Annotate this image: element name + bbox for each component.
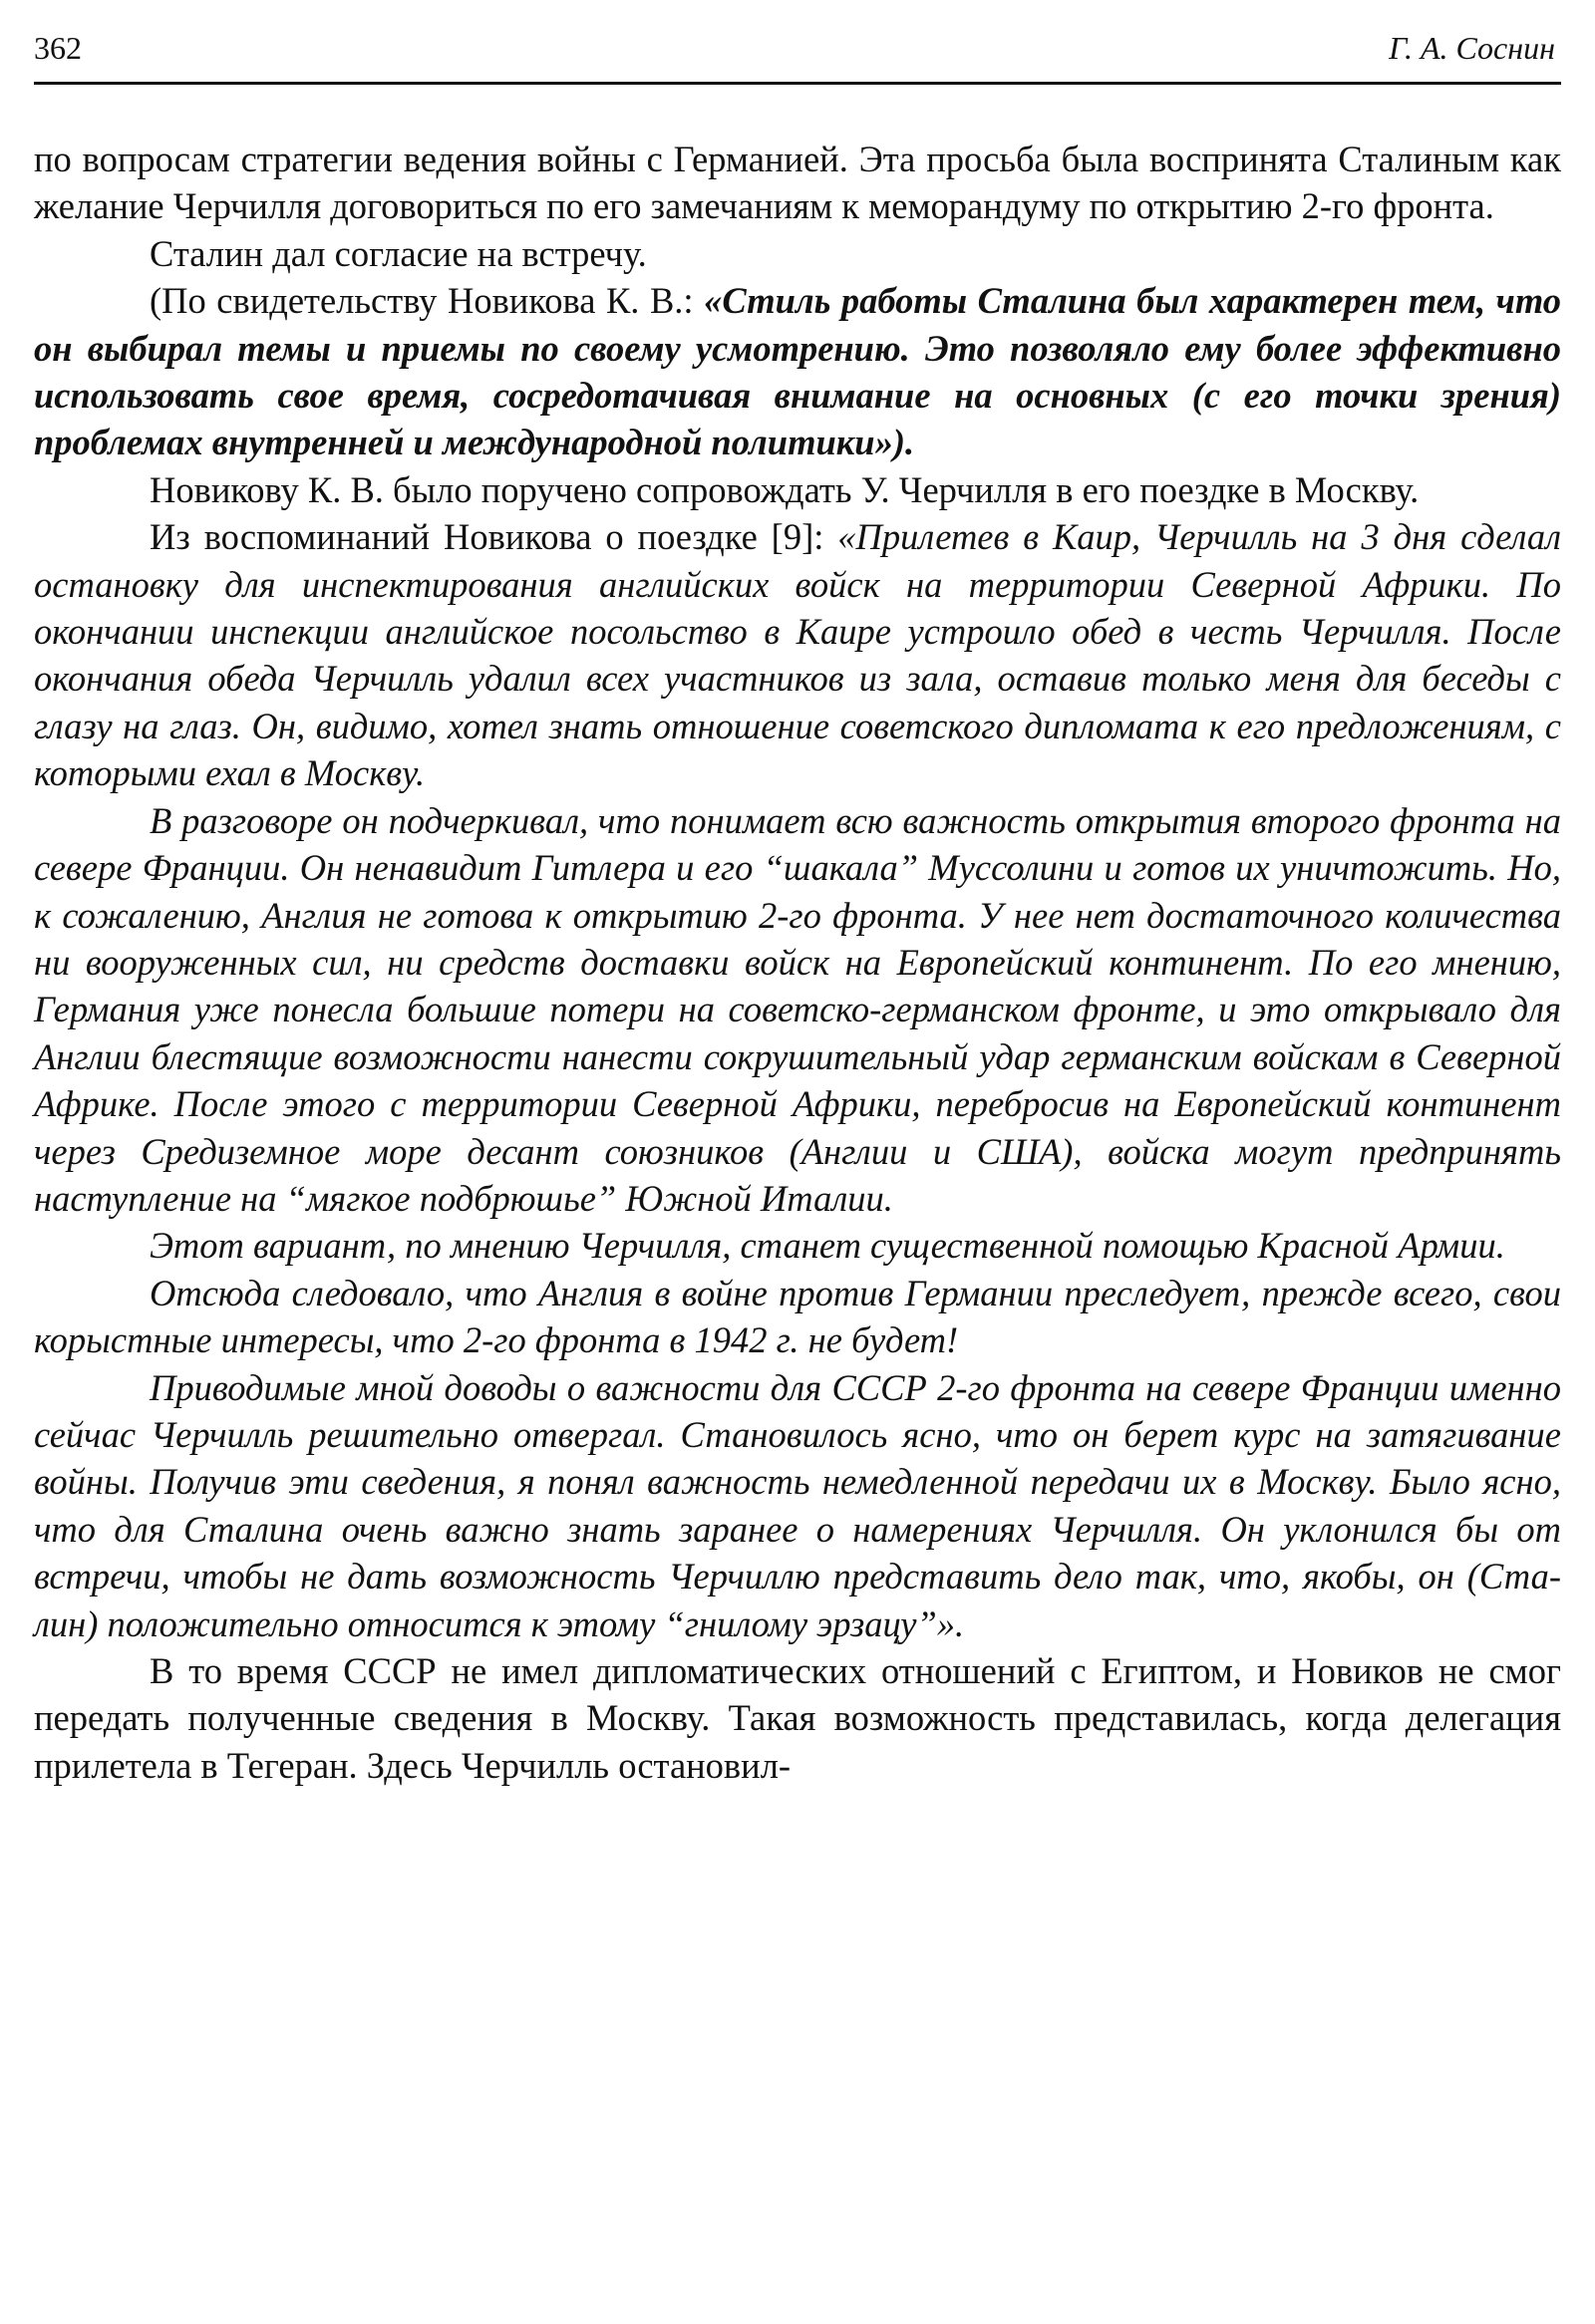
paragraph-2: Сталин дал согласие на встречу. (150, 232, 647, 274)
book-page (34, 0, 1561, 2324)
paragraph-6: В разговоре он подчеркивал, что понимает всю важность открытия второго фронта на севере Франции. Он ненавидит Гитлера и его “шакала” Муссолини и готов их уничтожить. Но, к сожалению, Англия не готова к открытию 2-го фронта. У нее нет достаточного количества ни вооруженных сил, ни средств доставки войск на Европейский континент. По его мнению, Германия уже понесла большие потери на советско-германском фронте, и это открывало для Англии блестящие возможности нанести сокрушительный удар германским войскам в Северной Африке. После этого с территории Северной Африки, перебросив на Европейский континент через Средиземное море десант союзников (Англии и США), войска могут предпринять наступление на “мягкое подбрюшье” Южной Италии. (34, 799, 1561, 1219)
running-head-author: Г. А. Соснин (1389, 30, 1555, 66)
paragraph-10: В то время СССР не имел дипломатических отношений с Египтом, и Новиков не смог передать полученные сведения в Москву. Такая возможность представилась, когда делегация прилетела в Тегеран. Здесь Черчилль остановил- (34, 1650, 1561, 1786)
paragraph-5 (34, 513, 1561, 796)
novikov-testimony-quote: «Стиль работы Сталина был характерен тем, что он выбирал темы и приемы по своему усмотрению. Это позволяло ему более эффективно использовать свое время, сосредотачивая внимание на основных (с его точки зрения) проблемах внутренней и международной политики»). (34, 280, 1562, 463)
paragraph-3 (34, 277, 1561, 466)
paragraph-1: по вопросам стратегии ведения войны с Германией. Эта просьба была воспринята Сталиным как желание Черчилля договориться по его замечаниям к меморандуму по открытию 2-го фронта. (34, 139, 1561, 227)
header-rule (34, 82, 1561, 85)
paragraph-4: Новикову К. В. было поручено сопровождать У. Черчилля в его поездке в Москву. (150, 468, 1420, 510)
memoir-quote-start: «Прилетев в Каир, Черчилль на 3 дня сделал остановку для инспектирования английских войск на территории Северной Африки. По окончании инспекции английское посольство в Каире устроило обед в честь Черчилля. После окончания обеда Черчилль удалил всех участников из зала, оставив только меня для беседы с глазу на глаз. Он, видимо, хотел знать отношение советского дипломата к его предложениям, с которыми ехал в Москву. (34, 516, 1561, 794)
running-head (34, 26, 1561, 70)
body-text (34, 136, 1561, 1789)
paragraph-9: Приводимые мной доводы о важности для СССР 2-го фронта на севере Франции именно сейчас Черчилль решительно отвергал. Становилось ясно, что он берет курс на затягивание войны. Получив эти сведения, я понял важность немедленной передачи их в Москву. Было ясно, что для Сталина очень важно знать заранее о намерениях Черчилля. Он уклонился бы от встречи, чтобы не дать возможность Черчиллю представить дело так, что, якобы, он (Сталин) положительно относится к этому “гнилому эрзацу”». (34, 1366, 1561, 1644)
paragraph-7: Этот вариант, по мнению Черчилля, станет существенной помощью Красной Армии. (150, 1225, 1505, 1267)
page-number: 362 (34, 30, 82, 66)
paragraph-5-lead: Из воспоминаний Новикова о поездке [9]: (150, 516, 838, 558)
paragraph-8: Отсюда следовало, что Англия в войне против Германии преследует, прежде всего, свои корыстные интересы, что 2-го фронта в 1942 г. не будет! (34, 1272, 1561, 1361)
paragraph-3-lead: (По свидетельству Новикова К. В.: (150, 280, 705, 322)
